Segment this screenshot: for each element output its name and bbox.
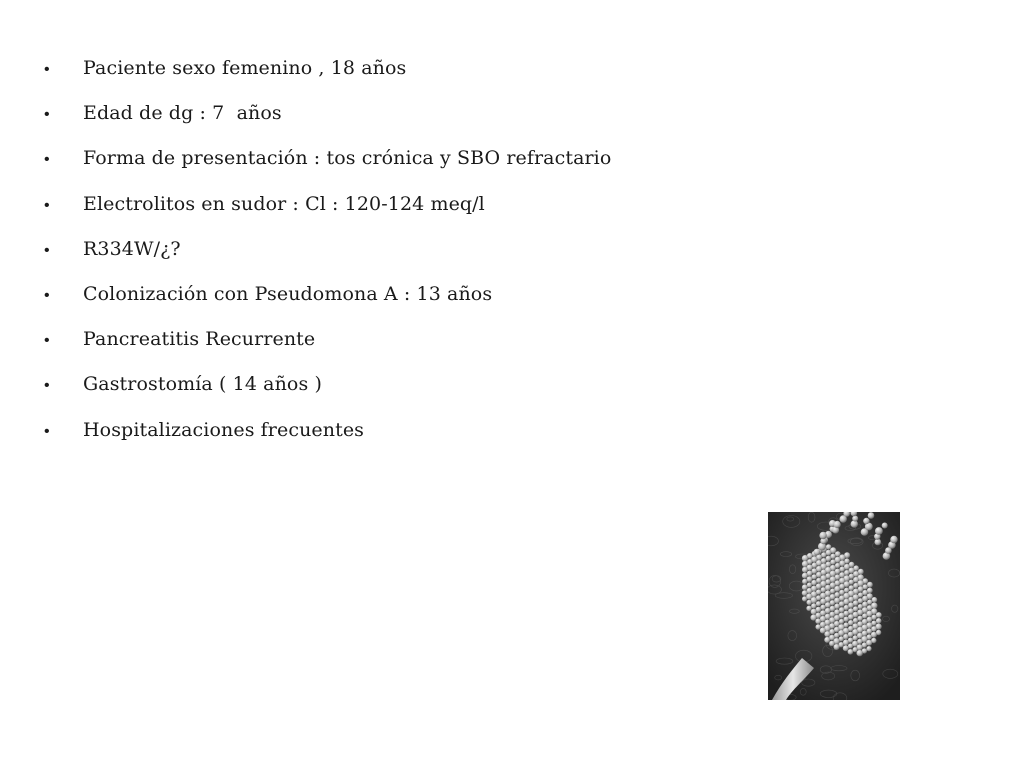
- bullet-icon: •: [44, 377, 50, 395]
- bullet-icon: •: [44, 286, 50, 304]
- bullet-icon: •: [44, 422, 50, 440]
- list-item: [44, 283, 611, 328]
- bullet-icon: •: [44, 106, 50, 124]
- list-item: [44, 238, 611, 283]
- list-item: [44, 147, 611, 192]
- bullet-text: Edad de dg : 7 años: [83, 102, 282, 125]
- bullet-text: R334W/¿?: [83, 237, 181, 260]
- bullet-icon: •: [44, 61, 50, 78]
- bullet-icon: •: [44, 241, 50, 259]
- list-item: [44, 419, 611, 464]
- micrograph-icon: [768, 512, 900, 700]
- bullet-text: Colonización con Pseudomona A : 13 años: [83, 282, 493, 305]
- bullet-list: [44, 57, 611, 464]
- bullet-text: Gastrostomía ( 14 años ): [83, 373, 322, 396]
- bullet-icon: •: [44, 196, 50, 214]
- list-item: [44, 102, 611, 147]
- bullet-text: Paciente sexo femenino , 18 años: [83, 57, 407, 79]
- bullet-text: Electrolitos en sudor : Cl : 120-124 meq/l: [83, 192, 485, 215]
- bullet-text: Pancreatitis Recurrente: [83, 328, 316, 351]
- bullet-icon: •: [44, 151, 50, 169]
- list-item: [44, 57, 611, 102]
- list-item: [44, 373, 611, 418]
- bullet-text: Hospitalizaciones frecuentes: [83, 418, 365, 441]
- micrograph-image: [768, 512, 900, 700]
- bullet-text: Forma de presentación : tos crónica y SBO refractario: [83, 147, 612, 170]
- bullet-icon: •: [44, 332, 50, 350]
- list-item: [44, 193, 611, 238]
- list-item: [44, 328, 611, 373]
